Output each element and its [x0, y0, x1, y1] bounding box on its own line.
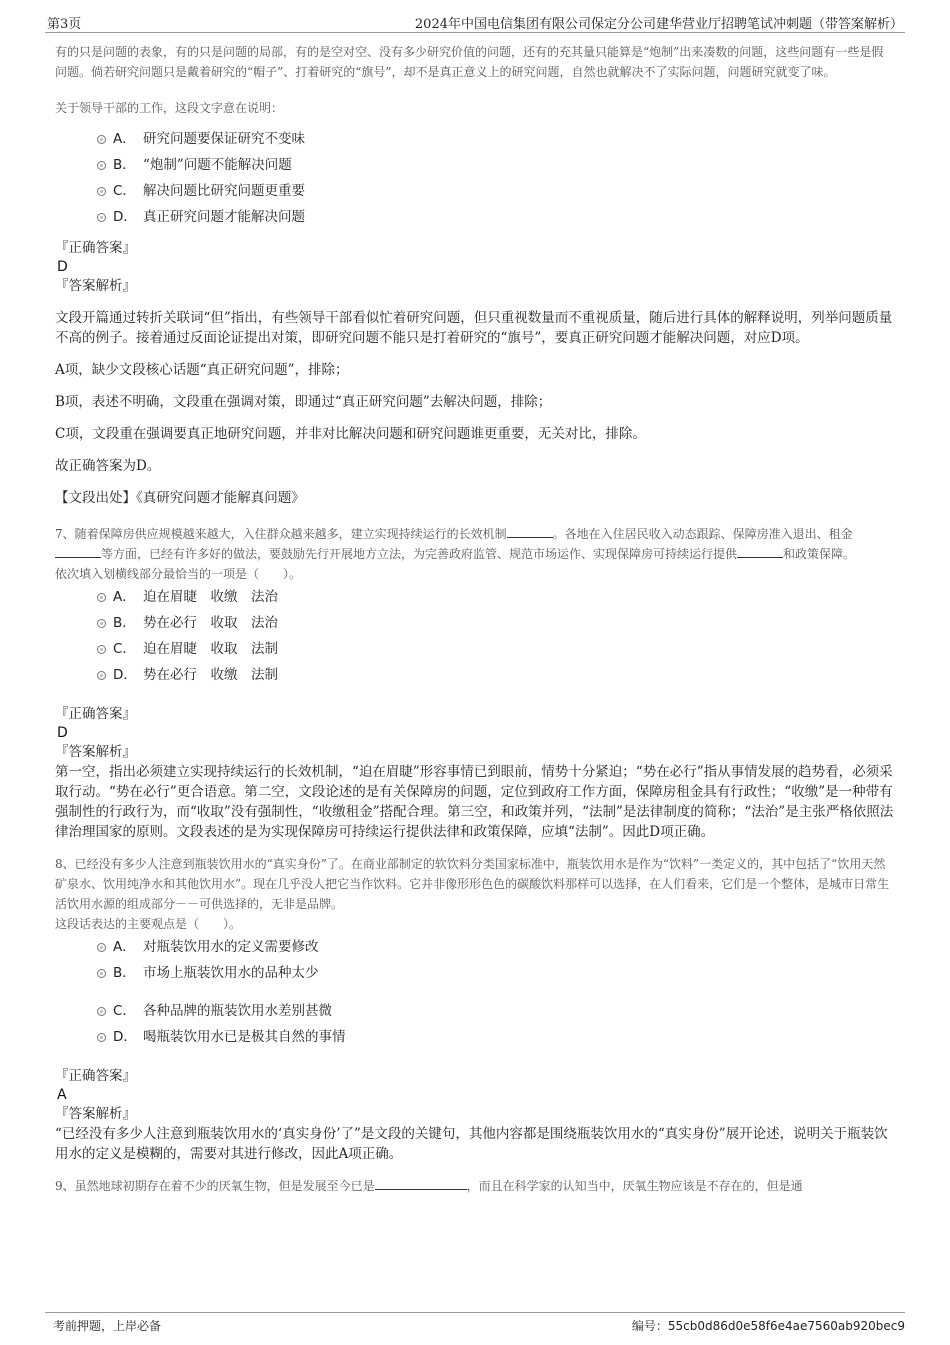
q8-option-c[interactable]: C． 各种品牌的瓶装饮用水差别甚微: [55, 998, 895, 1024]
q9-stem: 9、虽然地球初期存在着不少的厌氧生物，但是发展至今已是 ，而且在科学家的认知当中，厌氧生物应该是不存在的，但是通: [55, 1179, 803, 1193]
q7-option-a[interactable]: A． 迫在眉睫 收缴 法治: [55, 584, 895, 610]
radio-icon[interactable]: [97, 187, 106, 196]
q8-analysis-label: 『答案解析』: [55, 1106, 136, 1122]
q6-source: 【文段出处】《真研究问题才能解真问题》: [55, 490, 305, 506]
q8-answer-label: 『正确答案』: [55, 1068, 136, 1084]
radio-icon[interactable]: [97, 593, 106, 602]
q7-answer-label: 『正确答案』: [55, 706, 136, 722]
fill-blank: [55, 545, 101, 558]
fill-blank: [507, 525, 553, 538]
q7-option-b[interactable]: B． 势在必行 收取 法治: [55, 610, 895, 636]
q6-answer-label: 『正确答案』: [55, 240, 136, 256]
radio-icon[interactable]: [97, 671, 106, 680]
radio-icon[interactable]: [97, 213, 106, 222]
radio-icon[interactable]: [97, 161, 106, 170]
q8-stem: 8、已经没有多少人注意到瓶装饮用水的“真实身份”了。在商业部制定的软饮料分类国家标准中，瓶装饮用水是作为“饮料”一类定义的，其中包括了“饮用天然矿泉水、饮用纯净水和其他饮用水”。现在几乎没人把它当作饮料。它并非像形形色色的碳酸饮料那样可以选择，在人们看来，它们是一个整体，是城市日常生活饮用水源的组成部分－－可供选择的，无非是品牌。: [55, 857, 890, 911]
q6-analysis-para: C项，文段重在强调要真正地研究问题，并非对比解决问题和研究问题谁更重要，无关对比，排除。: [55, 426, 646, 442]
q8-option-b[interactable]: B． 市场上瓶装饮用水的品种太少: [55, 960, 895, 986]
q6-option-b[interactable]: B． “炮制”问题不能解决问题: [55, 152, 895, 178]
q7-analysis: 第一空，指出必须建立实现持续运行的长效机制，“迫在眉睫”形容事情已到眼前，情势十分紧迫；“势在必行”指从事情发展的趋势看，必须采取行动。“势在必行”更合语意。第二空，文段论述的是有关保障房的问题，定位到政府工作方面，保障房租金具有行政性；“收缴”是一种带有强制性的行政行为，而“收取”没有强制性，“收缴租金”搭配合理。第三空，和政策并列，“法制”是法律制度的简称；“法治”是主张严格依照法律治理国家的原则。文段表述的是为实现保障房可持续运行提供法律和政策保障，应填“法制”。因此D项正确。: [55, 764, 894, 840]
document-code: 编号：55cb0d86d0e58f6e4ae7560ab920bec9: [631, 1319, 905, 1333]
radio-icon[interactable]: [97, 645, 106, 654]
q6-option-c[interactable]: C． 解决问题比研究问题更重要: [55, 178, 895, 204]
page-header: [45, 10, 905, 33]
q6-option-d[interactable]: D． 真正研究问题才能解决问题: [55, 204, 895, 230]
fill-blank: [375, 1177, 467, 1190]
q6-option-a[interactable]: A． 研究问题要保证研究不变味: [55, 126, 895, 152]
q7-options: [55, 584, 895, 688]
footer-slogan: 考前押题，上岸必备: [53, 1319, 162, 1333]
radio-icon[interactable]: [97, 1033, 106, 1042]
q7-option-c[interactable]: C． 迫在眉睫 收取 法制: [55, 636, 895, 662]
q6-analysis-para: B项，表述不明确，文段重在强调对策，即通过“真正研究问题”去解决问题，排除；: [55, 394, 552, 410]
q6-passage: 有的只是问题的表象，有的只是问题的局部，有的是空对空、没有多少研究价值的问题，还有的充其量只能算是“炮制”出来凑数的问题，这些问题有一些是假问题。倘若研究问题只是戴着研究的“帽子”、打着研究的“旗号”，却不是真正意义上的研究问题，自然也就解决不了实际问题，问题研究就变了味。: [55, 45, 884, 79]
page-number: 第3页: [47, 17, 82, 32]
q7-analysis-label: 『答案解析』: [55, 744, 136, 760]
q7-option-d[interactable]: D． 势在必行 收缴 法制: [55, 662, 895, 688]
q8-option-d[interactable]: D． 喝瓶装饮用水已是极其自然的事情: [55, 1024, 895, 1050]
q6-answer: D: [57, 259, 68, 275]
q6-options: [55, 126, 895, 230]
q6-analysis-para: 故正确答案为D。: [55, 458, 161, 474]
q7-answer: D: [57, 725, 68, 741]
radio-icon[interactable]: [97, 1007, 106, 1016]
q8-analysis: “已经没有多少人注意到瓶装饮用水的‘真实身份’了”是文段的关键句，其他内容都是围绕瓶装饮用水的“真实身份”展开论述，说明关于瓶装饮用水的定义是模糊的，需要对其进行修改，因此A项正确。: [55, 1126, 888, 1162]
document-title: 2024年中国电信集团有限公司保定分公司建华营业厅招聘笔试冲刺题（带答案解析）: [414, 17, 903, 32]
radio-icon[interactable]: [97, 969, 106, 978]
q8-question: 这段话表达的主要观点是（ ）。: [55, 917, 242, 931]
page-footer: [45, 1312, 905, 1337]
radio-icon[interactable]: [97, 943, 106, 952]
q6-analysis-para: A项，缺少文段核心话题“真正研究问题”，排除；: [55, 362, 349, 378]
q8-options-cont: [55, 998, 895, 1050]
radio-icon[interactable]: [97, 619, 106, 628]
q6-analysis-label: 『答案解析』: [55, 278, 136, 294]
fill-blank: [737, 545, 783, 558]
q7-stem: 7、随着保障房供应规模越来越大，入住群众越来越多，建立实现持续运行的长效机制 。各地在入住居民收入动态跟踪、保障房准入退出、租金等方面，已经有许多好的做法，要鼓励先行开展地方立法，为完善政府监管、规范市场运作、实现保障房可持续运行提供 和政策保障。: [55, 527, 856, 561]
q8-answer: A: [57, 1087, 67, 1103]
q8-options: [55, 934, 895, 986]
q7-question: 依次填入划横线部分最恰当的一项是（ ）。: [55, 567, 302, 581]
radio-icon[interactable]: [97, 135, 106, 144]
q8-option-a[interactable]: A． 对瓶装饮用水的定义需要修改: [55, 934, 895, 960]
document-content: [55, 42, 895, 1196]
q6-analysis-para: 文段开篇通过转折关联词“但”指出，有些领导干部看似忙着研究问题，但只重视数量而不重视质量，随后进行具体的解释说明，列举问题质量不高的例子。接着通过反面论证提出对策，即研究问题不能只是打着研究的“旗号”，要真正研究问题才能解决问题，对应D项。: [55, 310, 893, 346]
q6-question: 关于领导干部的工作，这段文字意在说明：: [55, 101, 284, 115]
